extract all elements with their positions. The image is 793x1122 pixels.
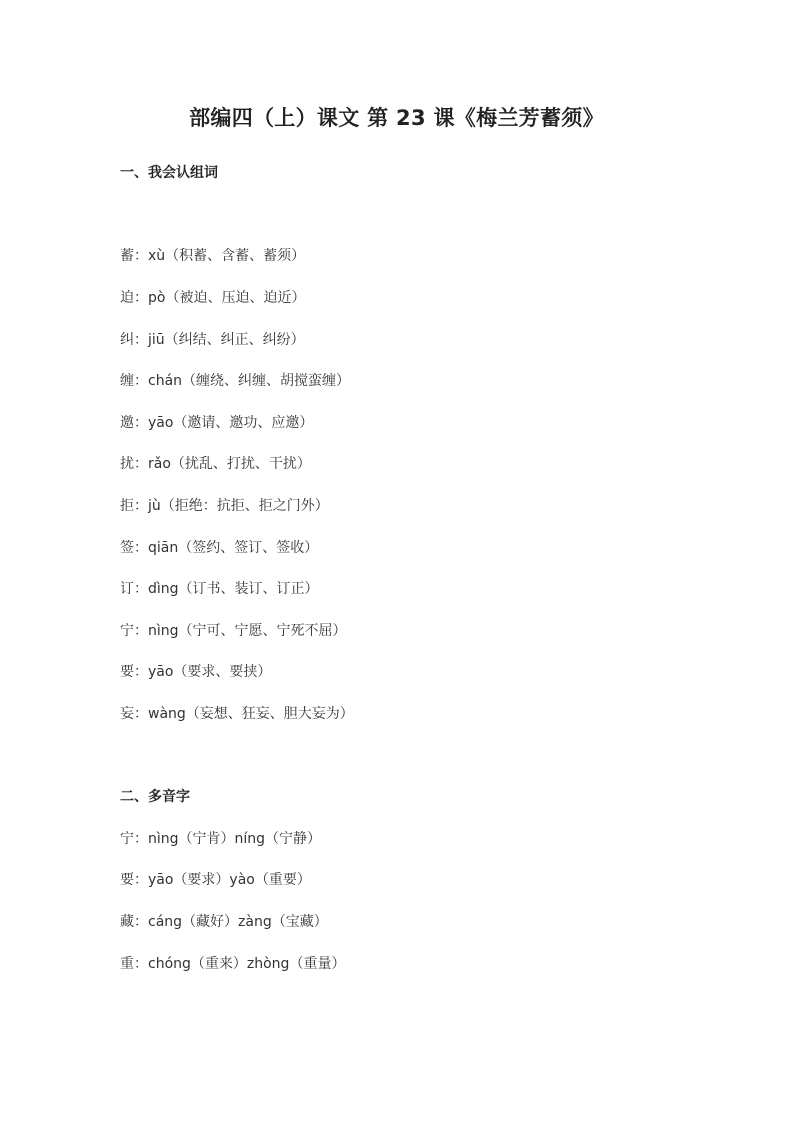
vocab-entry: 迫：pò（被迫、压迫、迫近） — [120, 290, 306, 306]
polyphonic-entry: 要：yāo（要求）yào（重要） — [120, 872, 311, 888]
vocab-entry: 宁：nìng（宁可、宁愿、宁死不屈） — [120, 623, 347, 639]
vocab-entry: 缠：chán（缠绕、纠缠、胡搅蛮缠） — [120, 373, 351, 389]
section-heading-polyphonic: 二、多音字 — [120, 789, 190, 805]
page-title: 部编四（上）课文 第 23 课《梅兰芳蓄须》 — [189, 106, 604, 130]
vocab-entry: 要：yāo（要求、要挟） — [120, 664, 272, 680]
vocab-entry: 订：dìng（订书、装订、订正） — [120, 581, 319, 597]
vocab-entry: 妄：wàng（妄想、狂妄、胆大妄为） — [120, 706, 354, 722]
vocab-entry: 拒：jù（拒绝：抗拒、拒之门外） — [120, 498, 329, 514]
polyphonic-entry: 藏：cáng（藏好）zàng（宝藏） — [120, 914, 328, 930]
section-heading-recognize-words: 一、我会认组词 — [120, 165, 218, 181]
vocab-entry: 扰：rǎo（扰乱、打扰、干扰） — [120, 456, 311, 472]
vocab-entry: 蓄：xù（积蓄、含蓄、蓄须） — [120, 248, 306, 264]
vocab-entry: 签：qiān（签约、签订、签收） — [120, 540, 319, 556]
polyphonic-entry: 宁：nìng（宁肯）níng（宁静） — [120, 831, 322, 847]
vocab-entry: 纠：jiū（纠结、纠正、纠纷） — [120, 332, 305, 348]
vocab-entry: 邀：yāo（邀请、邀功、应邀） — [120, 415, 314, 431]
polyphonic-entry: 重：chóng（重来）zhòng（重量） — [120, 956, 346, 972]
